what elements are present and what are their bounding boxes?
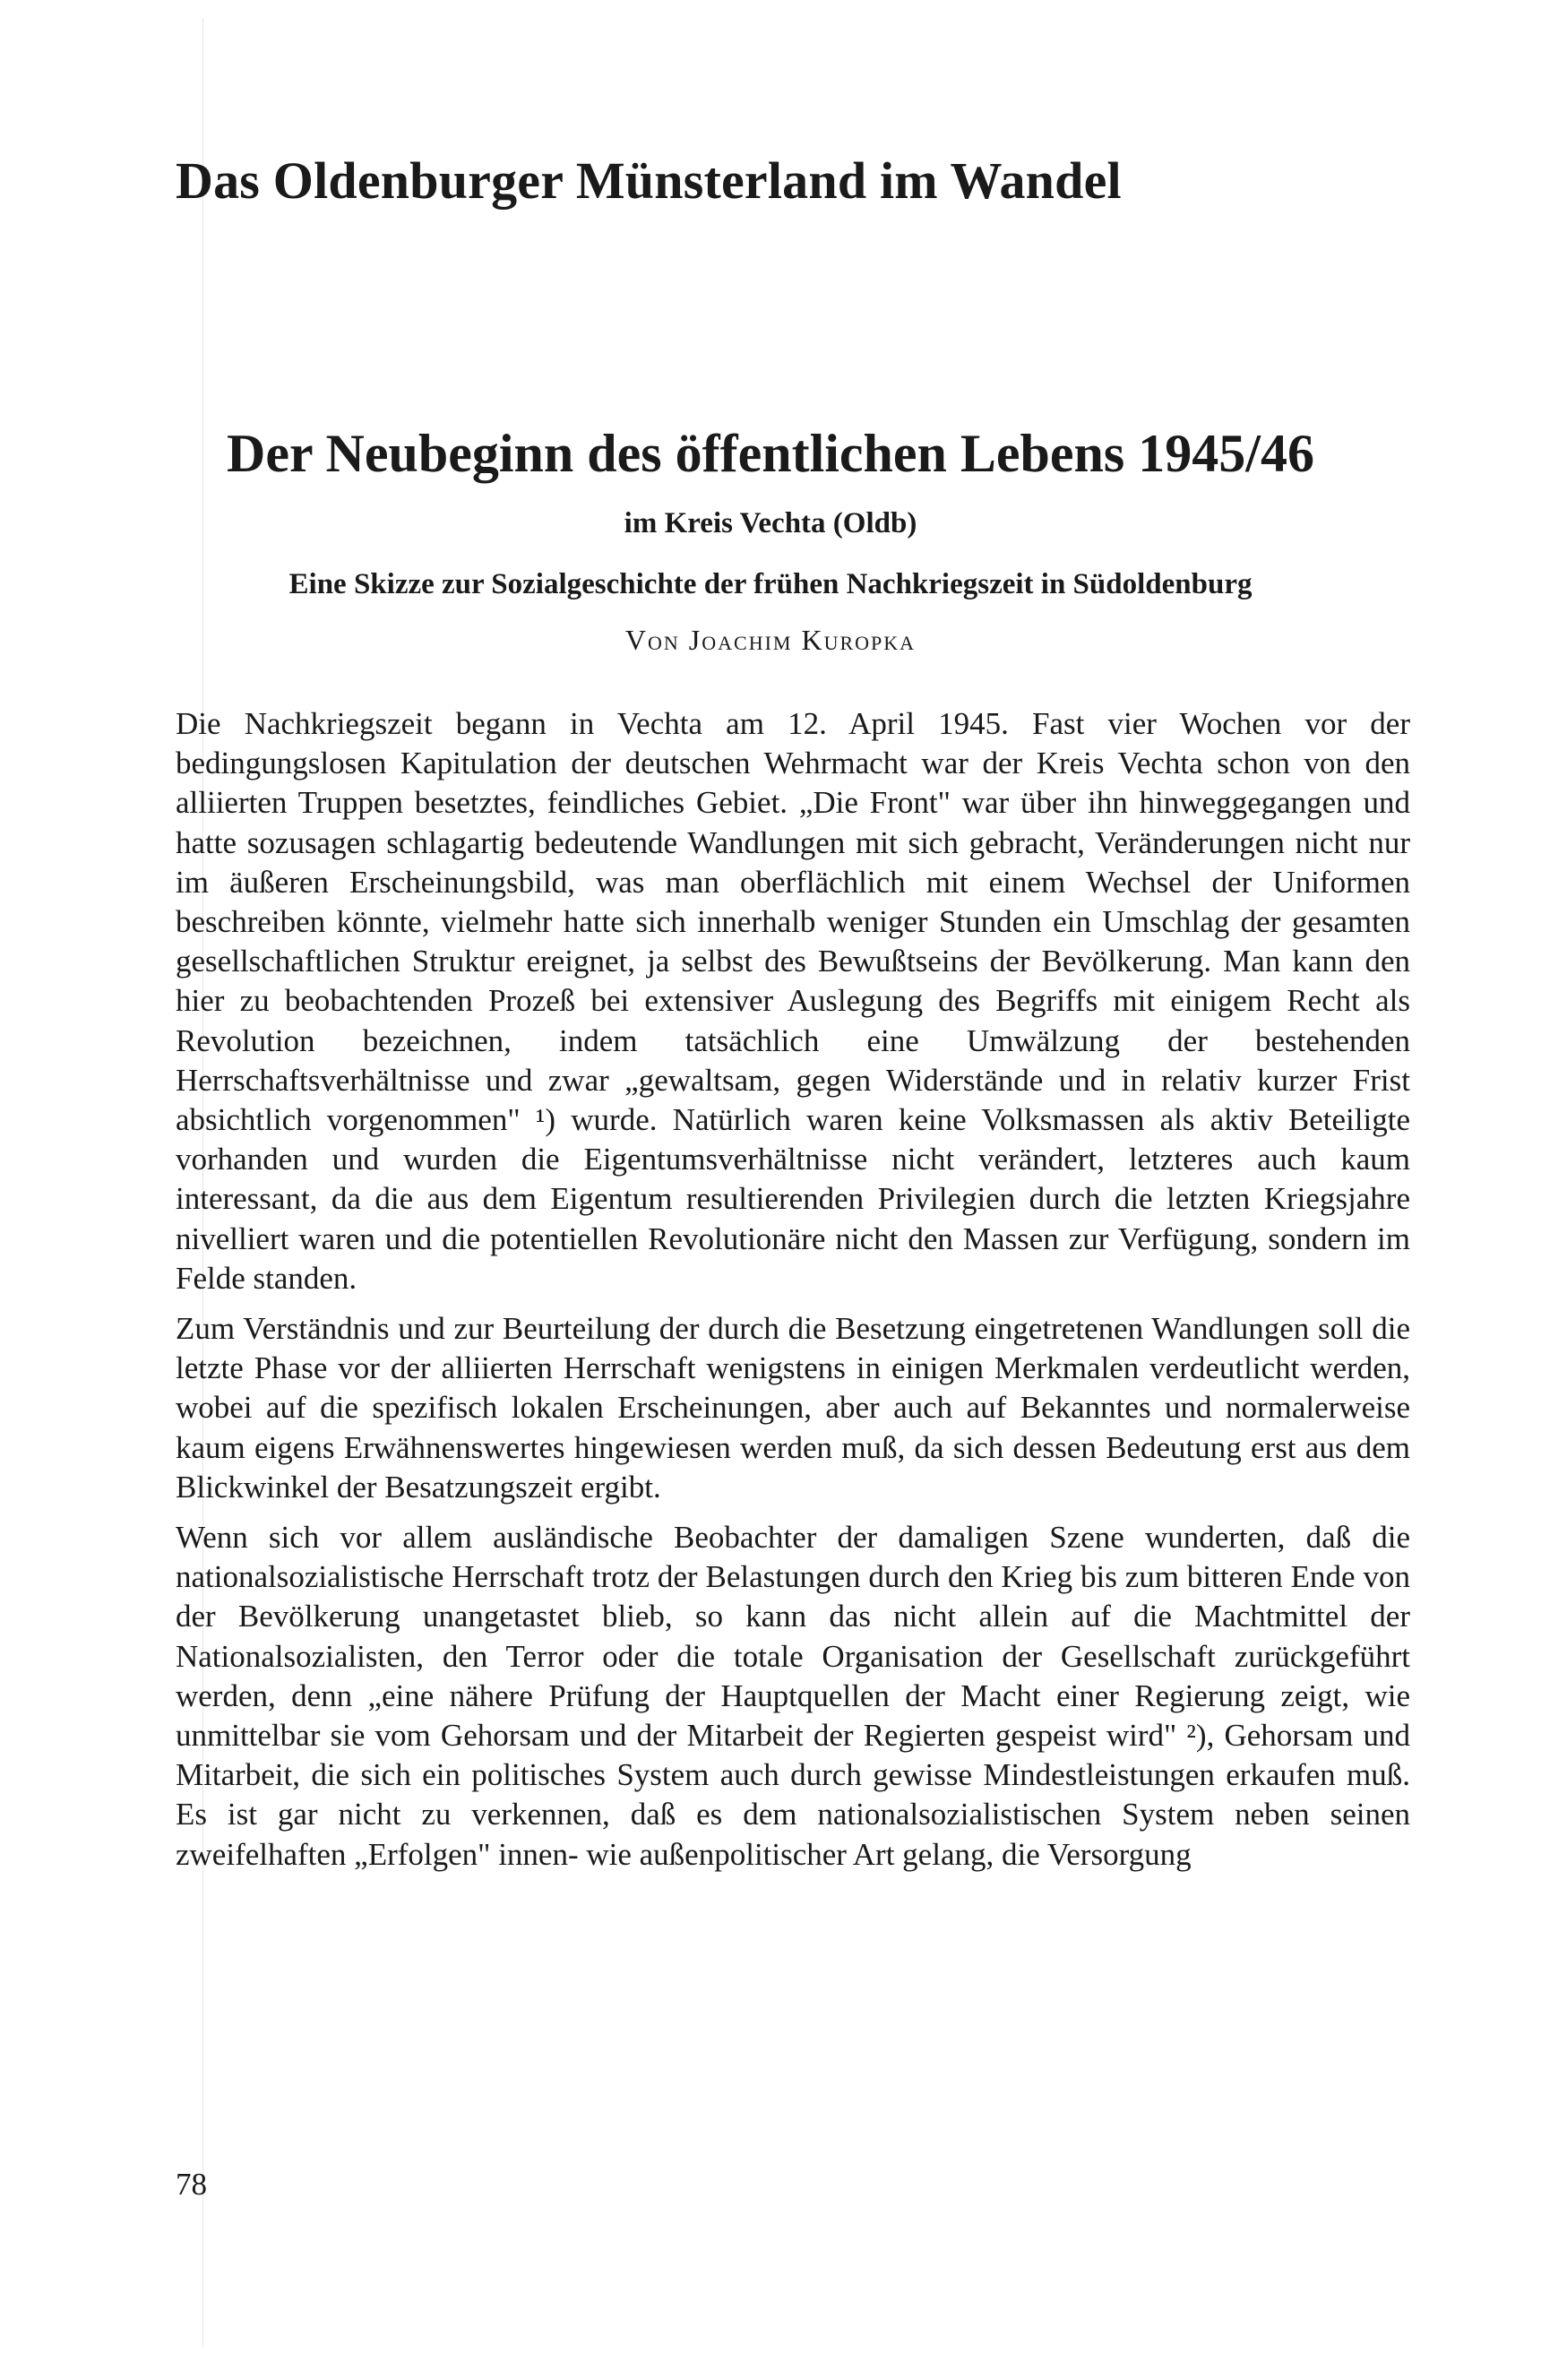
article-tagline: Eine Skizze zur Sozialgeschichte der frühen Nachkriegszeit in Südoldenburg xyxy=(288,568,1253,600)
body-paragraph: Wenn sich vor allem ausländische Beobachter der damaligen Szene wunderten, daß die nationalsozialistische Herrschaft trotz der Belastungen durch den Krieg bis zum bitteren Ende von der Bevölkerung unangetastet blieb, so kann das nicht allein auf die Machtmittel der Nationalsozialisten, den Terror oder die totale Organisation der Gesellschaft zurückgeführt werden, denn „eine nähere Prüfung der Hauptquellen der Macht einer Regierung zeigt, wie unmittelbar sie vom Gehorsam und der Mitarbeit der Regierten gespeist wird" ²), Gehorsam und Mitarbeit, die sich ein politisches System auch durch gewisse Mindestleistungen erkaufen muß. Es ist gar nicht zu verkennen, daß es dem nationalsozialistischen System neben seinen zweifelhaften „Erfolgen" innen- wie außenpolitischer Art gelang, die Versorgung xyxy=(176,1520,1410,1872)
body-paragraph: Die Nachkriegszeit begann in Vechta am 12. April 1945. Fast vier Wochen vor der bedingungslosen Kapitulation der deutschen Wehrmacht war der Kreis Vechta schon von den alliierten Truppen besetztes, feindliches Gebiet. „Die Front" war über ihn hinweggegangen und hatte sozusagen schlagartig bedeutende Wandlungen mit sich gebracht, Veränderungen nicht nur im äußeren Erscheinungsbild, was man oberflächlich mit einem Wechsel der Uniformen beschreiben könnte, vielmehr hatte sich innerhalb weniger Stunden ein Umschlag der gesamten gesellschaftlichen Struktur ereignet, ja selbst des Bewußtseins der Bevölkerung. Man kann den hier zu beobachtenden Prozeß bei extensiver Auslegung des Begriffs mit einigem Recht als Revolution bezeichnen, indem tatsächlich eine Umwälzung der bestehenden Herrschaftsverhältnisse und zwar „gewaltsam, gegen Widerstände und in relativ kurzer Frist absichtlich vorgenommen" ¹) wurde. Natürlich waren keine Volksmassen als aktiv Beteiligte vorhanden und wurden die Eigentumsverhältnisse nicht verändert, letzteres auch kaum interessant, da die aus dem Eigentum resultierenden Privilegien durch die letzten Kriegsjahre nivelliert waren und die potentiellen Revolutionäre nicht den Massen zur Verfügung, sondern im Felde standen. xyxy=(176,706,1410,1296)
page-number: 78 xyxy=(176,2167,207,2202)
series-title: Das Oldenburger Münsterland im Wandel xyxy=(176,151,1122,210)
author-byline: Von Joachim Kuropka xyxy=(624,624,917,656)
body-paragraph: Zum Verständnis und zur Beurteilung der durch die Besetzung eingetretenen Wandlungen soll die letzte Phase vor der alliierten Herrschaft wenigstens in einigen Merkmalen verdeutlicht werden, wobei auf die spezifisch lokalen Erscheinungen, aber auch auf Bekanntes und normalerweise kaum eigens Erwähnenswertes hingewiesen werden muß, da sich dessen Bedeutung erst aus dem Blickwinkel der Besatzungszeit ergibt. xyxy=(176,1311,1410,1505)
article-title: Der Neubeginn des öffentlichen Lebens 1945/46 xyxy=(227,424,1314,483)
article-body xyxy=(176,704,1410,1885)
article-subtitle: im Kreis Vechta (Oldb) xyxy=(624,507,917,539)
